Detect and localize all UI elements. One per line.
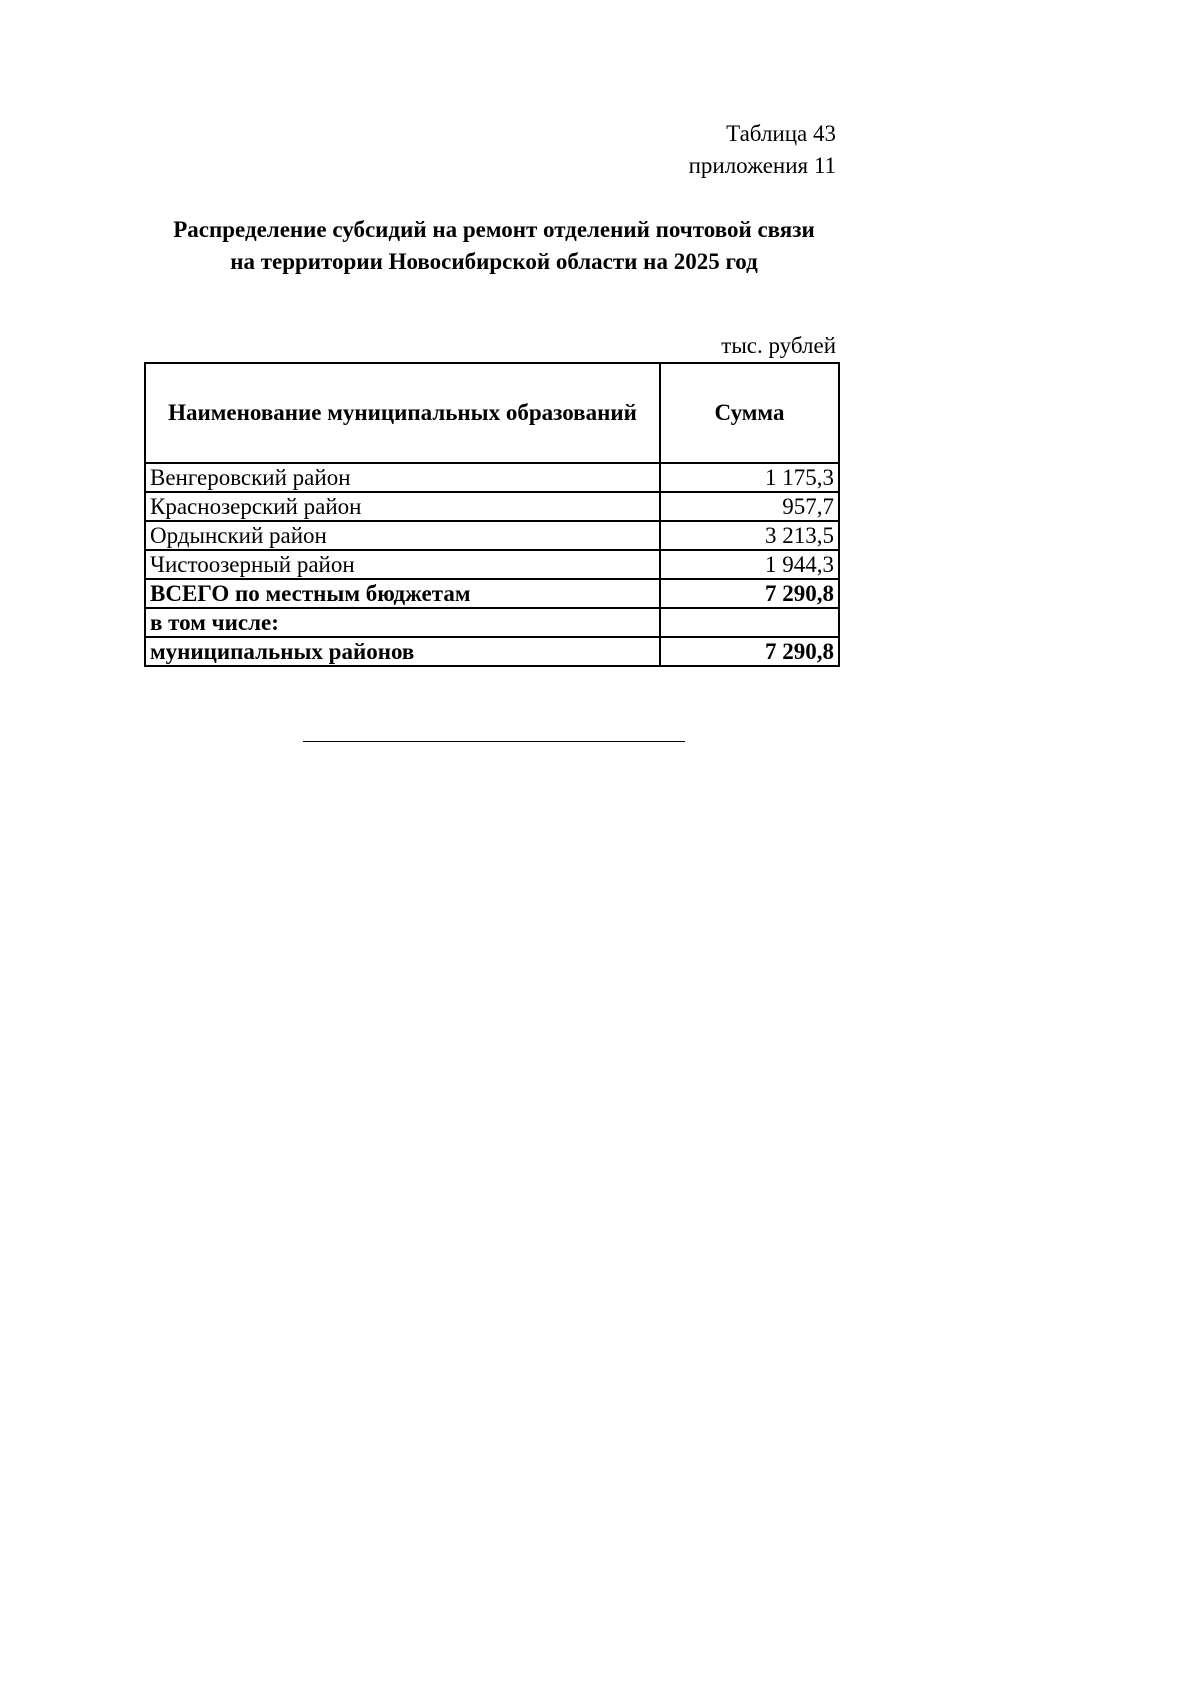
- column-header-name: Наименование муниципальных образований: [145, 363, 660, 463]
- units-label: тыс. рублей: [721, 333, 836, 358]
- row-name: Ордынский район: [145, 521, 660, 550]
- subtotal-row: [145, 637, 839, 666]
- row-amount: 957,7: [660, 492, 839, 521]
- appendix-number: приложения 11: [688, 153, 836, 178]
- table-number: Таблица 43: [726, 121, 836, 146]
- total-row: [145, 579, 839, 608]
- document-reference: [689, 118, 836, 182]
- subheading-row: [145, 608, 839, 637]
- row-name: ВСЕГО по местным бюджетам: [145, 579, 660, 608]
- table-row: [145, 521, 839, 550]
- row-amount: 1 944,3: [660, 550, 839, 579]
- row-name: муниципальных районов: [145, 637, 660, 666]
- row-amount: 7 290,8: [660, 637, 839, 666]
- title-line-1: Распределение субсидий на ремонт отделений почтовой связи: [173, 217, 815, 242]
- row-name: Чистоозерный район: [145, 550, 660, 579]
- table-row: [145, 463, 839, 492]
- column-header-amount: Сумма: [660, 363, 839, 463]
- table-header-row: [145, 363, 839, 463]
- row-name: Краснозерский район: [145, 492, 660, 521]
- row-amount: [660, 608, 839, 637]
- title-line-2: на территории Новосибирской области на 2025 год: [230, 249, 758, 274]
- subsidy-table: [144, 362, 840, 667]
- row-amount: 7 290,8: [660, 579, 839, 608]
- end-divider-line: [303, 741, 685, 742]
- table-row: [145, 492, 839, 521]
- row-name: Венгеровский район: [145, 463, 660, 492]
- row-name: в том числе:: [145, 608, 660, 637]
- row-amount: 1 175,3: [660, 463, 839, 492]
- row-amount: 3 213,5: [660, 521, 839, 550]
- table-row: [145, 550, 839, 579]
- document-title: [144, 214, 844, 278]
